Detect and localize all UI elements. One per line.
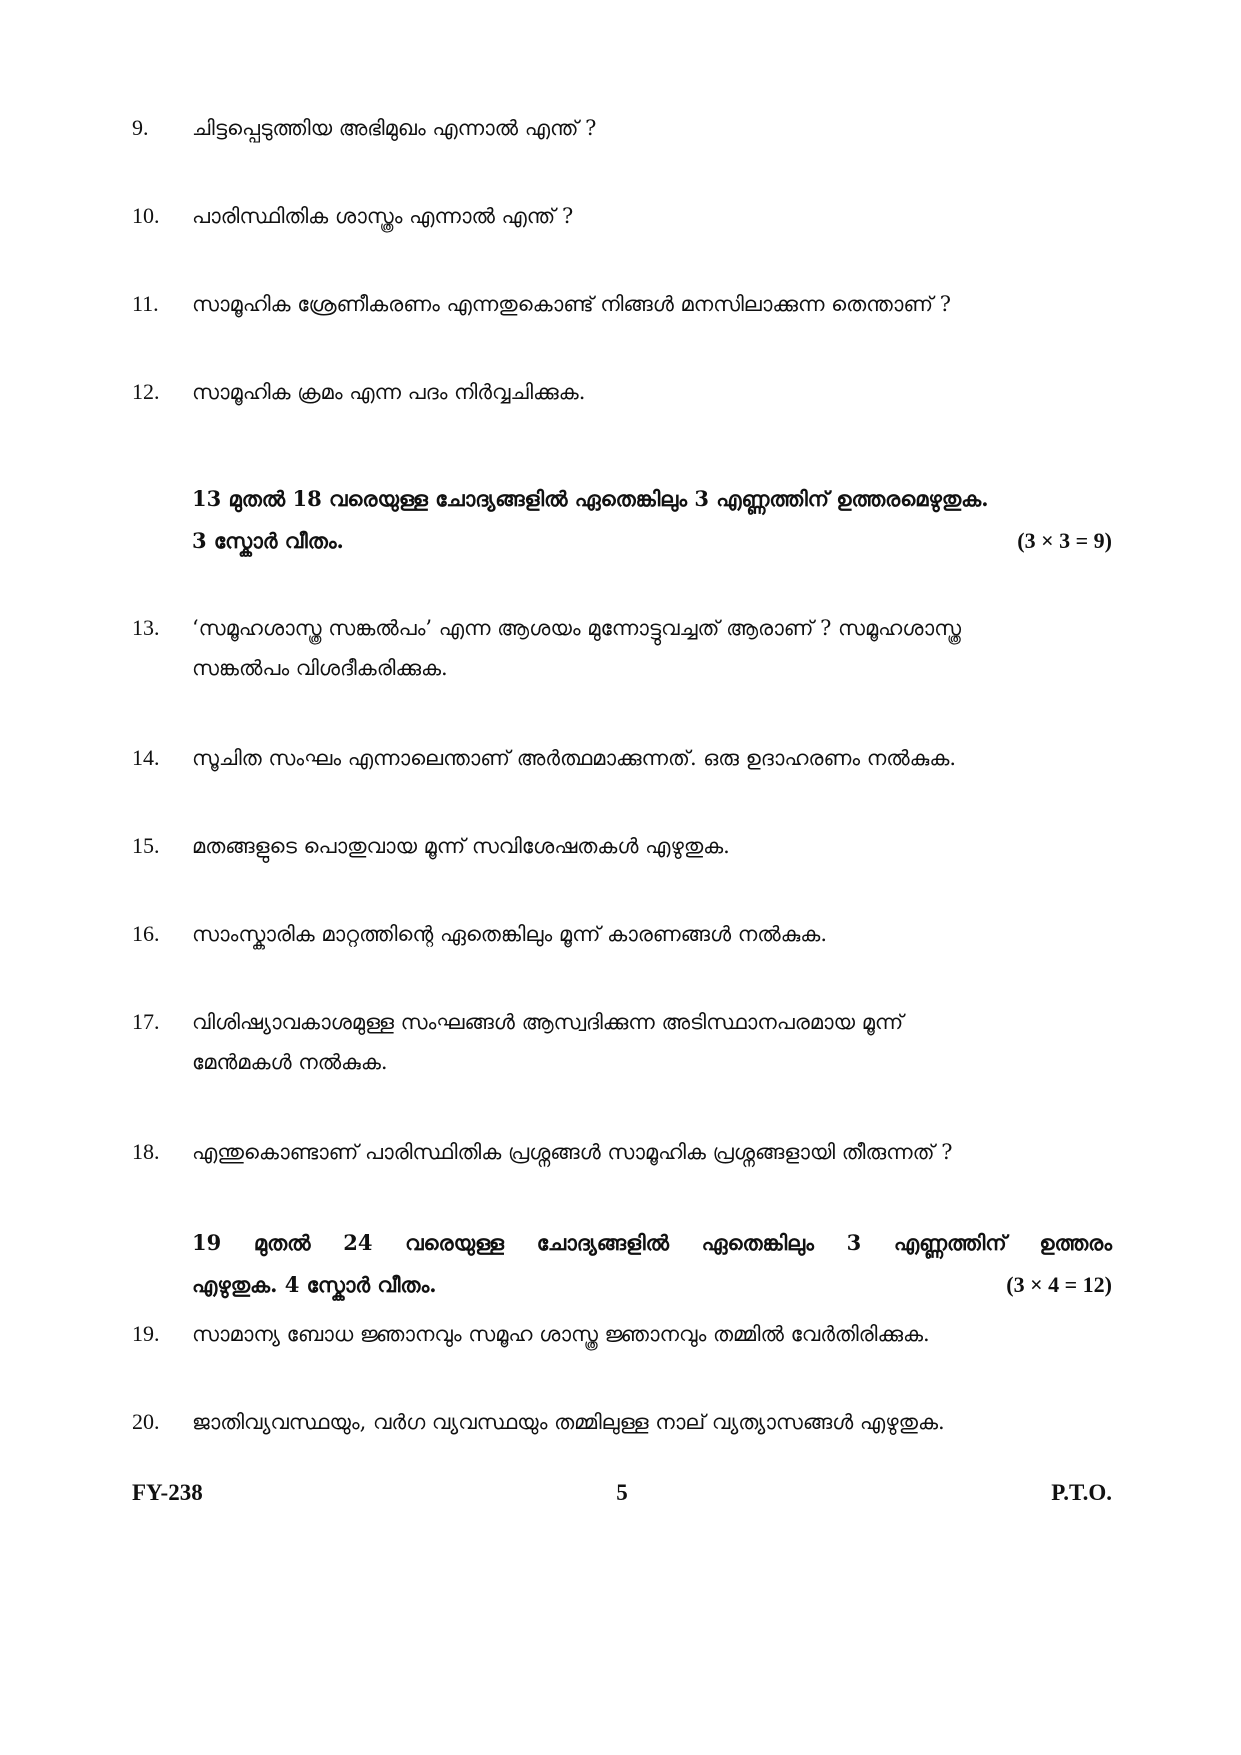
question-text-line2: മേൻമകൾ നൽകുക. [192,1050,388,1074]
page-footer [132,1480,1112,1520]
question-text: ചിട്ടപ്പെടുത്തിയ അഭിമുഖം എന്നാൽ എന്ത് ? [192,116,597,140]
section-instruction-13-18 [192,478,1112,562]
question-number: 10. [132,203,160,228]
question-number: 9. [132,115,149,140]
question-text-line2: സങ്കൽപം വിശദീകരിക്കുക. [192,656,448,680]
section-score-note: 3 സ്കോർ വീതം. [192,528,344,553]
question-number: 20. [132,1409,160,1434]
pto-label: P.T.O. [1051,1480,1112,1505]
question-text: സാംസ്കാരിക മാറ്റത്തിന്റെ ഏതെങ്കിലും മൂന്ന് കാരണങ്ങൾ നൽകുക. [192,922,828,946]
section-instruction-text: 13 മുതൽ 18 വരെയുള്ള ചോദ്യങ്ങളിൽ ഏതെങ്കിലും 3 എണ്ണത്തിന് ഉത്തരമെഴുതുക. [192,486,989,511]
section-marks: (3 × 4 = 12) [1006,1272,1112,1297]
question-text: സൂചിത സംഘം എന്നാലെന്താണ് അർത്ഥമാക്കുന്നത്. ഒരു ഉദാഹരണം നൽകുക. [192,746,957,770]
question-text: എന്തുകൊണ്ടാണ് പാരിസ്ഥിതിക പ്രശ്നങ്ങൾ സാമൂഹിക പ്രശ്നങ്ങളായി തീരുന്നത് ? [192,1140,953,1164]
question-text: പാരിസ്ഥിതിക ശാസ്ത്രം എന്നാൽ എന്ത് ? [192,204,574,228]
paper-code: FY-238 [132,1480,203,1505]
question-text: മതങ്ങളുടെ പൊതുവായ മൂന്ന് സവിശേഷതകൾ എഴുതുക. [192,834,730,858]
question-number: 18. [132,1139,160,1164]
question-text: സാമാന്യ ബോധ ജ്ഞാനവും സമൂഹ ശാസ്ത്ര ജ്ഞാനവും തമ്മിൽ വേർതിരിക്കുക. [192,1322,930,1346]
question-number: 12. [132,379,160,404]
question-number: 14. [132,745,160,770]
question-number: 17. [132,1009,160,1034]
question-text: ജാതിവ്യവസ്ഥയും, വർഗ വ്യവസ്ഥയും തമ്മിലുള്ള നാല് വ്യത്യാസങ്ങൾ എഴുതുക. [192,1410,945,1434]
section-marks: (3 × 3 = 9) [1017,528,1112,553]
question-text-line1: വിശിഷ്യാവകാശമുള്ള സംഘങ്ങൾ ആസ്വദിക്കുന്ന അടിസ്ഥാനപരമായ മൂന്ന് [192,1010,904,1034]
question-number: 16. [132,921,160,946]
question-number: 19. [132,1321,160,1346]
section-score-note: എഴുതുക. 4 സ്കോർ വീതം. [192,1272,437,1297]
page-number: 5 [616,1480,628,1505]
question-text: സാമൂഹിക ശ്രേണീകരണം എന്നതുകൊണ്ട് നിങ്ങൾ മനസിലാക്കുന്ന തെന്താണ് ? [192,292,952,316]
question-number: 11. [132,291,159,316]
question-number: 13. [132,615,160,640]
question-number: 15. [132,833,160,858]
section-instruction-19-24 [192,1222,1112,1306]
question-text-line1: ‘സമൂഹശാസ്ത്ര സങ്കൽപം’ എന്ന ആശയം മുന്നോട്ടുവച്ചത് ആരാണ് ? സമൂഹശാസ്ത്ര [192,616,961,640]
section-instruction-text: 19 മുതൽ 24 വരെയുള്ള ചോദ്യങ്ങളിൽ ഏതെങ്കിലും 3 എണ്ണത്തിന് ഉത്തരം [192,1230,1112,1255]
question-text: സാമൂഹിക ക്രമം എന്ന പദം നിർവ്വചിക്കുക. [192,380,586,404]
